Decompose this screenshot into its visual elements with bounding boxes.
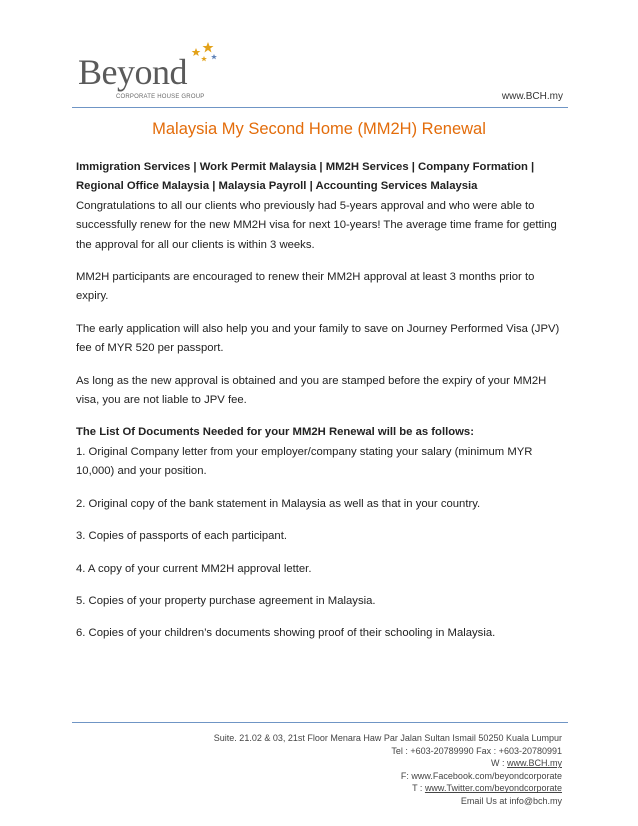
list-item: 1. Original Company letter from your employer/company stating your salary (minimum MYR 10,000) and your position. <box>76 445 533 478</box>
list-item: 4. A copy of your current MM2H approval letter. <box>76 562 312 575</box>
logo-subtitle: CORPORATE HOUSE GROUP <box>116 94 205 100</box>
footer-email[interactable]: Email Us at info@bch.my <box>460 795 562 806</box>
list-item: 5. Copies of your property purchase agreement in Malaysia. <box>76 594 376 607</box>
list-heading: The List Of Documents Needed for your MM2H Renewal will be as follows: <box>76 426 474 439</box>
footer-web-line <box>82 757 562 770</box>
footer-address: Suite. 21.02 & 03, 21st Floor Menara Haw Par Jalan Sultan Ismail 50250 Kuala Lumpur <box>213 733 562 743</box>
footer-twitter-line <box>82 782 562 795</box>
footer-web-prefix: W : <box>490 758 507 769</box>
logo-word: Beyond <box>78 52 187 92</box>
footer-twitter-link[interactable]: www.Twitter.com/beyondcorporate <box>424 783 562 794</box>
paragraph-jpv-savings: The early application will also help you and your family to save on Journey Performed Visa (JPV) fee of MYR 520 per passport. <box>76 322 560 355</box>
paragraph-jpv-liability: As long as the new approval is obtained and you are stamped before the expiry of your MM2H visa, you are not liable to JPV fee. <box>76 374 547 407</box>
company-logo <box>78 40 218 100</box>
footer-web-link[interactable]: www.BCH.my <box>506 758 562 769</box>
header-website[interactable]: www.BCH.my <box>501 91 563 102</box>
footer-divider <box>72 722 568 723</box>
list-item: 2. Original copy of the bank statement in Malaysia as well as that in your country. <box>76 497 481 510</box>
footer-facebook[interactable]: F: www.Facebook.com/beyondcorporate <box>400 770 562 781</box>
services-line-2: Regional Office Malaysia | Malaysia Payroll | Accounting Services Malaysia <box>76 180 478 193</box>
footer-twitter-prefix: T : <box>412 783 425 794</box>
footer-phone: Tel : +603-20789990 Fax : +603-20780991 <box>391 745 562 756</box>
page-title: Malaysia My Second Home (MM2H) Renewal <box>152 120 486 138</box>
paragraph-congratulations: Congratulations to all our clients who previously had 5-years approval and who were able to successfully renew for the new MM2H visa for next 10-years! The average time frame for getting the approval for all our clients is within 3 weeks. <box>76 199 557 251</box>
paragraph-renew-advice: MM2H participants are encouraged to renew their MM2H approval at least 3 months prior to expiry. <box>76 271 535 303</box>
services-line-1: Immigration Services | Work Permit Malaysia | MM2H Services | Company Formation | <box>76 161 535 173</box>
list-item: 6. Copies of your children’s documents showing proof of their schooling in Malaysia. <box>76 627 496 640</box>
footer-contact <box>82 732 562 808</box>
header-divider <box>72 107 568 108</box>
list-item: 3. Copies of passports of each participant. <box>76 530 287 543</box>
document-body <box>76 158 568 644</box>
